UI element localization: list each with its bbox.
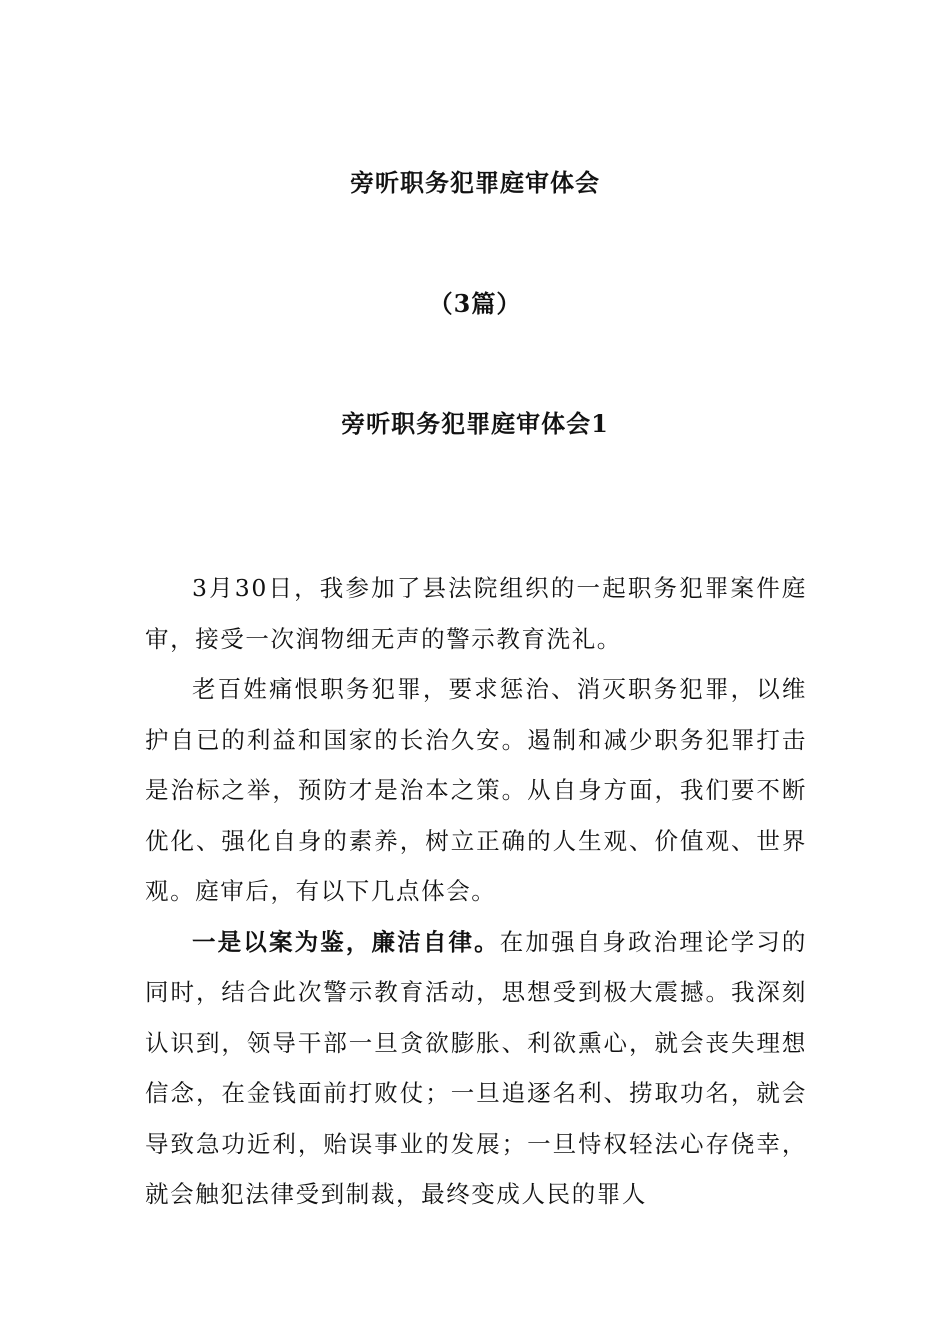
paragraph-text: 3月30日，我参加了县法院组织的一起职务犯罪案件庭审，接受一次润物细无声的警示教育洗礼。 xyxy=(145,574,807,653)
paragraph-text: 在加强自身政治理论学习的同时，结合此次警示教育活动，思想受到极大震撼。我深刻认识到，领导干部一旦贪欲膨胀、利欲熏心，就会丧失理想信念，在金钱面前打败仗；一旦追逐名利、捞取功名，就会导致急功近利，贻误事业的发展；一旦恃权轻法心存侥幸，就会触犯法律受到制裁，最终变成人民的罪人 xyxy=(145,927,808,1208)
main-title: 旁听职务犯罪庭审体会 xyxy=(350,168,600,197)
paragraph xyxy=(145,563,807,664)
section-title: 旁听职务犯罪庭审体会1 xyxy=(341,409,609,438)
paragraph xyxy=(145,664,807,917)
document-body xyxy=(145,563,807,1220)
paragraph xyxy=(145,917,807,1220)
paragraph-lead: 一是以案为鉴，廉洁自律。 xyxy=(192,927,500,956)
paragraph-text: 老百姓痛恨职务犯罪，要求惩治、消灭职务犯罪，以维护自已的利益和国家的长治久安。遏制和减少职务犯罪打击是治标之举，预防才是治本之策。从自身方面，我们要不断优化、强化自身的素养，树立正确的人生观、价值观、世界观。庭审后，有以下几点体会。 xyxy=(145,675,807,905)
count-note: （3篇） xyxy=(428,289,522,318)
